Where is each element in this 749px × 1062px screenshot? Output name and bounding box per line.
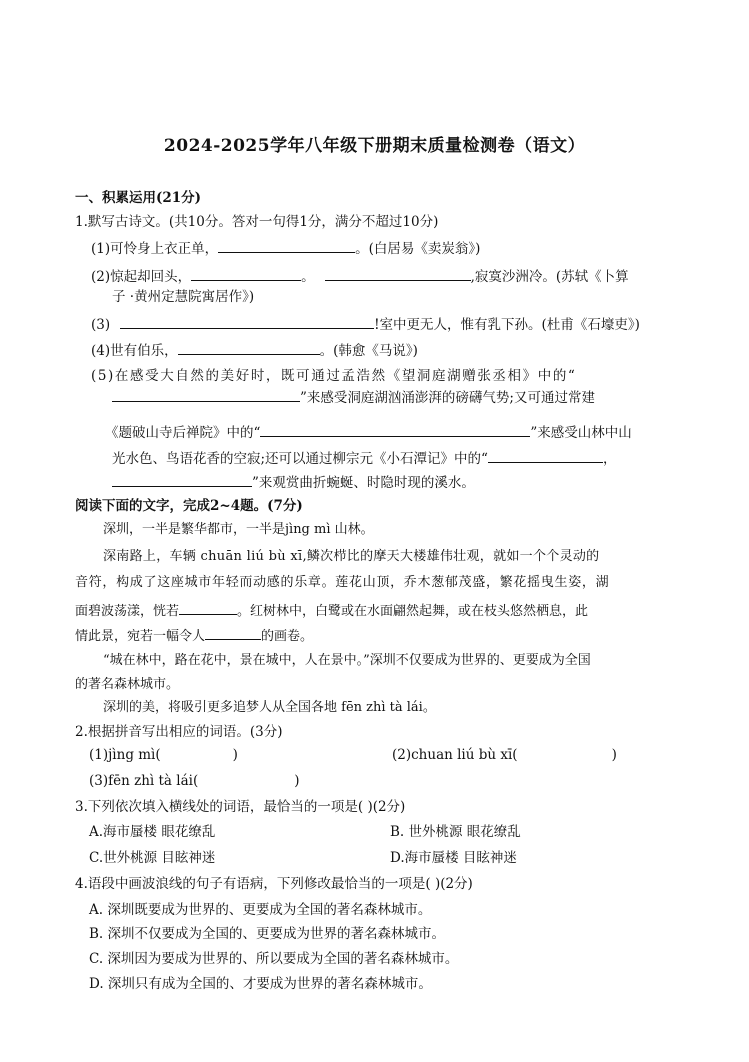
answer-blank[interactable] <box>112 472 252 487</box>
page-title: 2024-2025学年八年级下册期末质量检测卷（语文） <box>163 136 586 156</box>
question-1-item-4: (4)世有伯乐， 。(韩愈《马说》) <box>91 340 418 360</box>
question-4-option-c[interactable]: C. 深圳因为要成为世界的、所以要成为全国的著名森林城市。 <box>89 951 459 967</box>
answer-blank[interactable] <box>112 387 300 402</box>
question-1-item-5-line-5: ”来观赏曲折蜿蜒、时隐时现的溪水。 <box>112 472 475 492</box>
question-1-item-2: (2)惊起却回头， 。 ,寂寞沙洲冷。(苏轼《卜算 <box>91 266 629 286</box>
question-4-option-a[interactable]: A. 深圳既要成为世界的、更要成为全国的著名森林城市。 <box>89 902 432 918</box>
reading-paragraph-2-line-3: 面碧波荡漾，恍若 。红树林中，白鹭或在水面翩然起舞，或在枝头悠然栖息，此 <box>75 600 588 621</box>
question-1-item-1: (1)可怜身上衣正单， 。(白居易《卖炭翁》) <box>91 238 480 258</box>
question-2-stem: 2.根据拼音写出相应的词语。(3分) <box>75 724 283 740</box>
answer-blank[interactable] <box>120 314 374 329</box>
question-1-item-5-line-4: 光水色、鸟语花香的空寂;还可以通过柳宗元《小石潭记》中的“ ， <box>112 448 616 468</box>
question-4-option-b[interactable]: B. 深圳不仅要成为全国的、更要成为世界的著名森林城市。 <box>89 926 446 942</box>
question-1-stem: 1.默写古诗文。(共10分。答对一句得1分，满分不超过10分) <box>75 214 439 230</box>
question-2-b: (2)chuan liú bù xī( ) <box>392 747 617 763</box>
question-1-item-5: (5)在感受大自然的美好时，既可通过孟浩然《望洞庭湖赠张丞相》中的“ <box>91 368 577 384</box>
answer-blank[interactable] <box>325 266 471 281</box>
question-1-item-2-cont: 子 ·黄州定慧院寓居作》) <box>112 289 255 305</box>
question-3-option-a[interactable]: A.海市蜃楼 眼花缭乱 <box>89 824 216 840</box>
section-heading: 一、积累运用(21分) <box>75 190 202 206</box>
question-3-option-b[interactable]: B. 世外桃源 眼花缭乱 <box>390 824 521 840</box>
question-3-option-d[interactable]: D.海市蜃楼 目眩神迷 <box>390 850 517 866</box>
question-2-a: (1)jìng mì( ) <box>89 747 238 763</box>
answer-blank[interactable] <box>205 625 261 640</box>
answer-blank[interactable] <box>191 266 301 281</box>
answer-blank[interactable] <box>178 340 320 355</box>
question-4-option-d[interactable]: D. 深圳只有成为全国的、才要成为世界的著名森林城市。 <box>89 976 432 992</box>
reading-paragraph-2-line-4: 情此景，宛若一幅令人 的画卷。 <box>75 625 313 646</box>
question-3-option-c[interactable]: C.世外桃源 目眩神迷 <box>89 850 216 866</box>
answer-blank[interactable] <box>179 600 237 615</box>
question-4-stem: 4.语段中画波浪线的句子有语病，下列修改最恰当的一项是( )(2分) <box>75 876 473 892</box>
question-1-item-5-line-2: ”来感受洞庭湖汹涌澎湃的磅礴气势;又可通过常建 <box>112 387 595 407</box>
reading-paragraph-2-line-2: 音符，构成了这座城市年轻而动感的乐章。莲花山顶，乔木葱郁茂盛，繁花摇曳生姿，湖 <box>75 575 610 590</box>
answer-blank[interactable] <box>218 238 355 253</box>
reading-paragraph-3-line-2: 的著名森林城市。 <box>75 677 180 692</box>
question-3-stem: 3.下列依次填入横线处的词语，最恰当的一项是( )(2分) <box>75 799 406 815</box>
reading-paragraph-4: 深圳的美，将吸引更多追梦人从全国各地 fēn zhì tà lái。 <box>103 700 436 715</box>
reading-paragraph-1: 深圳，一半是繁华都市，一半是jìng mì 山林。 <box>103 522 374 537</box>
answer-blank[interactable] <box>488 448 603 463</box>
question-2-c: (3)fēn zhì tà lái( ) <box>89 773 300 789</box>
reading-paragraph-3-line-1: “城在林中，路在花中，景在城中，人在景中。”深圳不仅要成为世界的、更要成为全国 <box>103 653 591 668</box>
answer-blank[interactable] <box>260 422 530 437</box>
reading-paragraph-2-line-1: 深南路上，车辆 chuān liú bù xī,鳞次栉比的摩天大楼雄伟壮观，就如一个个灵动的 <box>103 549 600 564</box>
question-1-item-5-line-3: 《题破山寺后禅院》中的“ ”来感受山林中山 <box>105 422 632 442</box>
reading-heading: 阅读下面的文字，完成2~4题。(7分) <box>75 498 303 514</box>
question-1-item-3: (3) !室中更无人，惟有乳下孙。(杜甫《石壕吏》) <box>91 314 640 334</box>
